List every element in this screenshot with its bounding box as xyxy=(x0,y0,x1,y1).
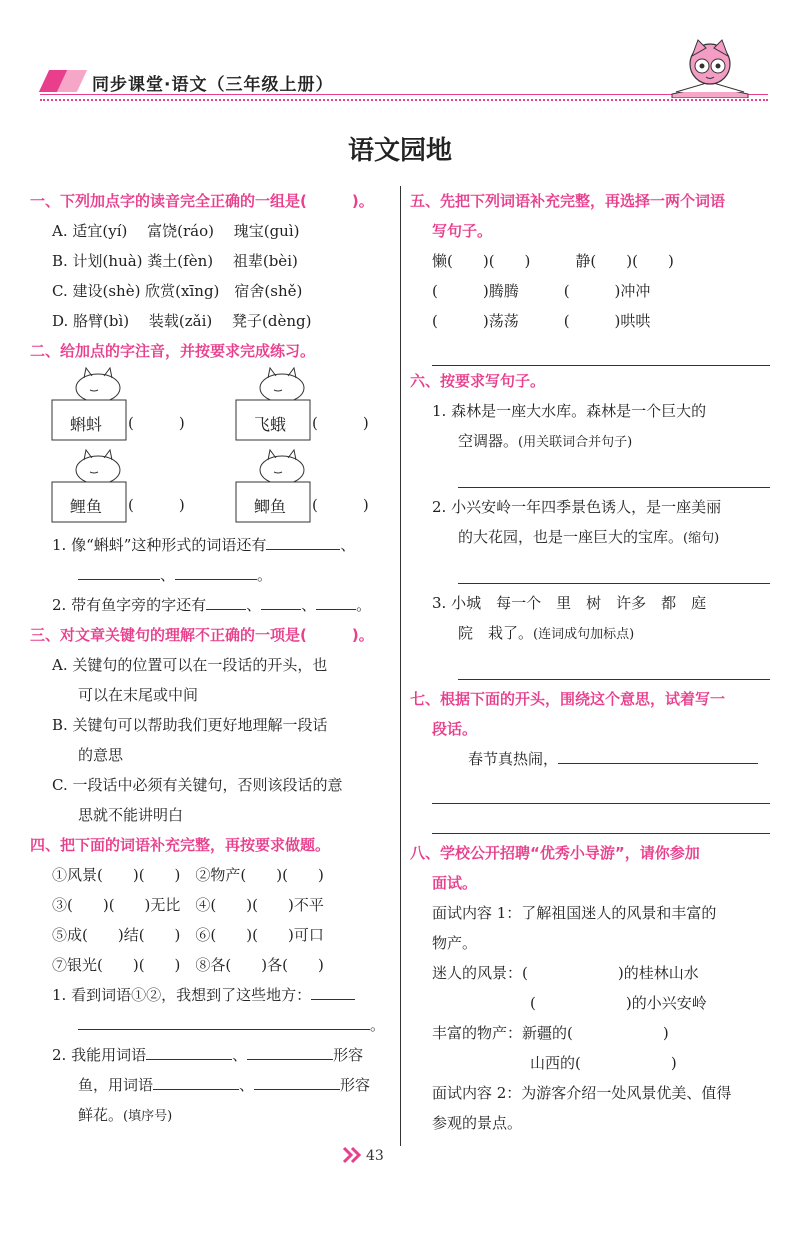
s5-row-2: ( )腾腾 ( )冲冲 xyxy=(432,282,651,300)
s8-scenery-line-2: ( )的小兴安岭 xyxy=(530,994,707,1012)
column-divider xyxy=(400,186,401,1146)
answer-blank[interactable] xyxy=(266,532,340,550)
s6-question-1: 1. 森林是一座大水库。森林是一个巨大的 xyxy=(432,402,707,420)
answer-line[interactable] xyxy=(432,774,770,804)
s4-question-2: 2. 我能用词语 、 形容 xyxy=(30,1040,392,1070)
section-7-title: 七、根据下面的开头，围绕这个意思，试着写一 xyxy=(410,690,726,708)
section-7-title-cont: 段话。 xyxy=(432,720,478,738)
s7-writing-start: 春节真热闹， xyxy=(410,744,770,774)
s8-products-line-2: 山西的( ) xyxy=(530,1054,677,1072)
page-number: 43 xyxy=(366,1148,384,1164)
answer-blank[interactable] xyxy=(316,592,356,610)
answer-blank[interactable] xyxy=(146,1042,232,1060)
pinyin-blank: ( ) xyxy=(312,496,369,514)
page-title: 语文园地 xyxy=(347,136,452,166)
pinyin-blank: ( ) xyxy=(128,414,185,432)
s6-question-3: 3. 小城 每一个 里 树 许多 都 庭 xyxy=(432,594,707,612)
answer-line[interactable] xyxy=(432,336,770,366)
header-rule xyxy=(40,94,768,95)
answer-blank[interactable] xyxy=(78,562,160,580)
section-5-title: 五、先把下列词语补充完整，再选择一两个词语 xyxy=(410,192,726,210)
s4-question-2-end: 鲜花。(填序号) xyxy=(78,1106,173,1124)
s3-option-b-cont: 的意思 xyxy=(78,746,124,764)
section-5-title-cont: 写句子。 xyxy=(432,222,493,240)
s8-content-2: 面试内容 2：为游客介绍一处风景优美、值得 xyxy=(432,1084,732,1102)
section-2-title: 二、给加点的字注音，并按要求完成练习。 xyxy=(30,342,316,360)
answer-line[interactable] xyxy=(458,458,770,488)
s1-option-b: B. 计划(huà) 粪土(fèn) 祖辈(bèi) xyxy=(52,252,298,270)
answer-line[interactable] xyxy=(432,804,770,834)
s5-row-1: 懒( )( ) 静( )( ) xyxy=(432,252,674,270)
s2-question-2: 2. 带有鱼字旁的字还有 、 、 。 xyxy=(30,590,392,620)
word-card-row-1 xyxy=(30,366,392,448)
s1-option-c: C. 建设(shè) 欣赏(xīng) 宿舍(shě) xyxy=(52,282,303,300)
section-1-title: 一、下列加点字的读音完全正确的一组是( )。 xyxy=(30,192,374,210)
header-title: 同步课堂·语文（三年级上册） xyxy=(92,75,334,95)
s8-content-2-cont: 参观的景点。 xyxy=(432,1114,523,1132)
s5-row-3: ( )荡荡 ( )哄哄 xyxy=(432,312,651,330)
section-4-title: 四、把下面的词语补充完整，再按要求做题。 xyxy=(30,836,331,854)
right-column xyxy=(410,186,770,1138)
section-6-title: 六、按要求写句子。 xyxy=(410,372,546,390)
section-8-title: 八、学校公开招聘“优秀小导游”，请你参加 xyxy=(410,844,700,862)
word-card-text: 鲤鱼 xyxy=(70,497,103,516)
answer-blank[interactable] xyxy=(558,746,758,764)
s4-question-2-cont: 鱼，用词语 、 形容 xyxy=(30,1070,392,1100)
double-chevron-right-icon xyxy=(342,1145,364,1165)
s4-row-3: ⑤成( )结( ) ⑥( )( )可口 xyxy=(52,926,324,944)
s4-row-4: ⑦银光( )( ) ⑧各( )各( ) xyxy=(52,956,324,974)
word-card-row-2 xyxy=(30,448,392,530)
s3-option-c: C. 一段话中必须有关键句，否则该段话的意 xyxy=(52,776,343,794)
s4-question-1: 1. 看到词语①②，我想到了这些地方： xyxy=(30,980,392,1010)
answer-blank[interactable] xyxy=(261,592,301,610)
s3-option-a-cont: 可以在末尾或中间 xyxy=(78,686,199,704)
answer-blank[interactable] xyxy=(175,562,257,580)
section-3-title: 三、对文章关键句的理解不正确的一项是( )。 xyxy=(30,626,374,644)
word-card-text: 飞蛾 xyxy=(254,415,287,434)
s8-products-line-1: 丰富的物产：新疆的( ) xyxy=(432,1024,669,1042)
s8-content-1: 面试内容 1：了解祖国迷人的风景和丰富的 xyxy=(432,904,717,922)
s1-option-a: A. 适宜(yí) 富饶(ráo) 瑰宝(guì) xyxy=(52,222,300,240)
header-dotted-rule xyxy=(40,99,768,101)
answer-blank[interactable] xyxy=(153,1072,239,1090)
s4-row-1: ①风景( )( ) ②物产( )( ) xyxy=(52,866,324,884)
s2-question-1: 1. 像“蝌蚪”这种形式的词语还有 、 xyxy=(30,530,392,560)
word-card-text: 鲫鱼 xyxy=(254,497,287,516)
s6-question-1-cont: 空调器。(用关联词合并句子) xyxy=(458,432,633,450)
answer-blank[interactable] xyxy=(247,1042,333,1060)
answer-blank[interactable] xyxy=(78,1012,370,1030)
s4-row-2: ③( )( )无比 ④( )( )不平 xyxy=(52,896,324,914)
answer-blank[interactable] xyxy=(206,592,246,610)
word-card-text: 蝌蚪 xyxy=(70,415,103,434)
s3-option-b: B. 关键句可以帮助我们更好地理解一段话 xyxy=(52,716,328,734)
s2-question-1-cont: 、 。 xyxy=(30,560,392,590)
pinyin-blank: ( ) xyxy=(312,414,369,432)
answer-line[interactable] xyxy=(458,554,770,584)
s1-option-d: D. 胳臂(bì) 装载(zǎi) 凳子(dèng) xyxy=(52,312,312,330)
s3-option-c-cont: 思就不能讲明白 xyxy=(78,806,184,824)
section-8-title-cont: 面试。 xyxy=(432,874,478,892)
s6-question-3-cont: 院 栽了。(连词成句加标点) xyxy=(458,624,635,642)
mascot-reading-book-icon xyxy=(668,36,752,98)
s4-question-1-line: 。 xyxy=(30,1010,392,1040)
answer-line[interactable] xyxy=(458,650,770,680)
answer-blank[interactable] xyxy=(254,1072,340,1090)
s6-question-2: 2. 小兴安岭一年四季景色诱人，是一座美丽 xyxy=(432,498,722,516)
s8-content-1-cont: 物产。 xyxy=(432,934,478,952)
s6-question-2-cont: 的大花园，也是一座巨大的宝库。(缩句) xyxy=(458,528,720,546)
pinyin-blank: ( ) xyxy=(128,496,185,514)
s8-scenery-line-1: 迷人的风景：( )的桂林山水 xyxy=(432,964,699,982)
left-column xyxy=(30,186,392,1132)
s3-option-a: A. 关键句的位置可以在一段话的开头，也 xyxy=(52,656,328,674)
answer-blank[interactable] xyxy=(311,982,355,1000)
